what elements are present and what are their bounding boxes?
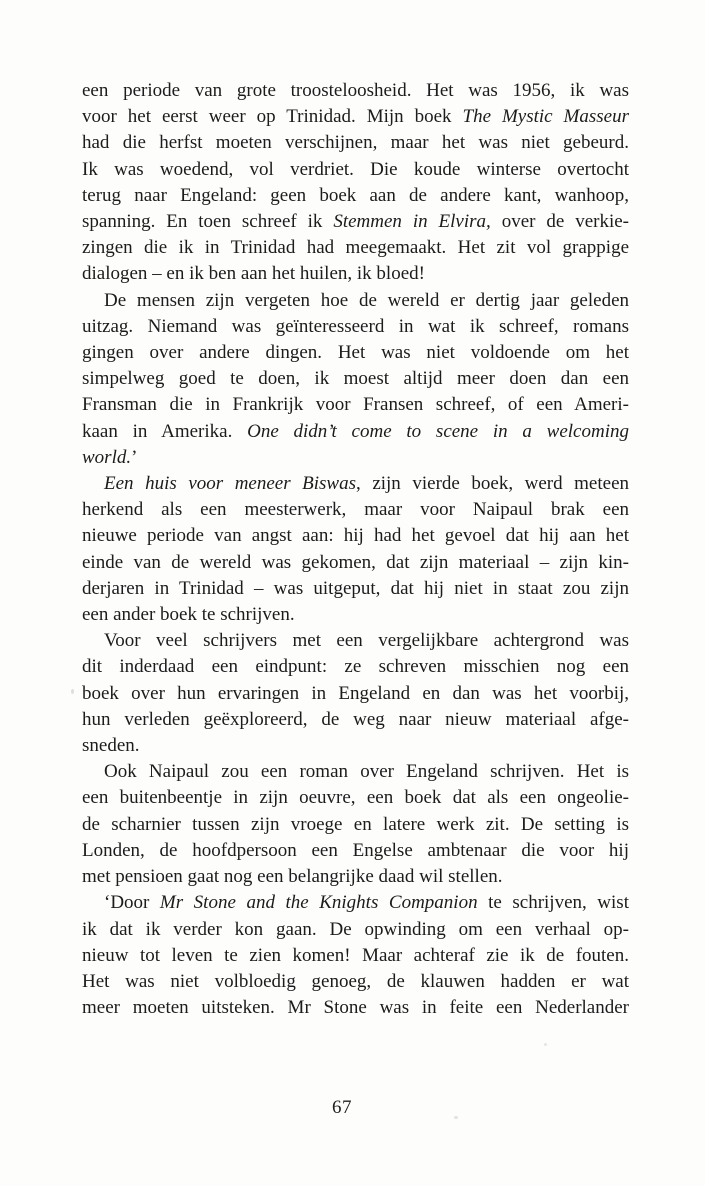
text-segment: Londen, de hoofdpersoon een Engelse ambtenaar die voor hij [82, 839, 629, 861]
text-line [82, 523, 629, 549]
text-line [82, 261, 629, 287]
text-line [82, 576, 629, 602]
text-segment: dialogen – en ik ben aan het huilen, ik bloed! [82, 263, 425, 285]
text-line [82, 78, 629, 104]
text-line [82, 209, 629, 235]
text-segment: met pensioen gaat nog een belangrijke daad wil stellen. [82, 866, 503, 888]
text-segment: boek over hun ervaringen in Engeland en dan was het voorbij, [82, 682, 629, 704]
text-line [82, 157, 629, 183]
text-line [82, 288, 629, 314]
text-segment: meer moeten uitsteken. Mr Stone was in feite een Nederlander [82, 997, 629, 1019]
text-line [82, 812, 629, 838]
text-segment: , zijn vierde boek, werd meteen [356, 473, 630, 495]
text-line [82, 917, 629, 943]
text-segment: zingen die ik in Trinidad had meegemaakt. Het zit vol grappige [82, 237, 629, 259]
body-text [82, 78, 629, 1021]
italic-text: One didn’t come to scene in a welcoming [247, 420, 629, 442]
text-line [82, 733, 629, 759]
text-segment: einde van de wereld was gekomen, dat zijn materiaal – zijn kin- [82, 551, 629, 573]
text-segment: herkend als een meesterwerk, maar voor Naipaul brak een [82, 499, 629, 521]
text-line [82, 183, 629, 209]
text-segment: hun verleden geëxploreerd, de weg naar nieuw materiaal afge- [82, 708, 629, 730]
text-segment: ’ [131, 446, 138, 468]
text-segment: ik dat ik verder kon gaan. De opwinding om een verhaal op- [82, 918, 629, 940]
text-segment: ‘Door [104, 892, 160, 914]
text-segment: spanning. En toen schreef ik [82, 211, 334, 233]
text-line [82, 130, 629, 156]
text-line [82, 969, 629, 995]
text-line [82, 943, 629, 969]
italic-text: The Mystic Masseur [462, 106, 629, 128]
text-line [82, 759, 629, 785]
text-segment: de scharnier tussen zijn vroege en latere werk zit. De setting is [82, 813, 629, 835]
text-segment: had die herfst moeten verschijnen, maar het was niet gebeurd. [82, 132, 629, 154]
scan-speck [454, 1116, 458, 1119]
text-line [82, 366, 629, 392]
italic-text: Een huis voor meneer Biswas [104, 473, 357, 495]
text-line [82, 340, 629, 366]
text-line [82, 628, 629, 654]
text-segment: nieuw tot leven te zien komen! Maar achteraf zie ik de fouten. [82, 944, 629, 966]
text-segment: te schrijven, wist [477, 892, 629, 914]
text-line [82, 890, 629, 916]
text-segment: uitzag. Niemand was geïnteresseerd in wat ik schreef, romans [82, 315, 629, 337]
text-line [82, 550, 629, 576]
text-line [82, 445, 629, 471]
text-line [82, 602, 629, 628]
text-segment: De mensen zijn vergeten hoe de wereld er dertig jaar geleden [104, 289, 629, 311]
text-segment: een buitenbeentje in zijn oeuvre, een boek dat als een ongeolie- [82, 787, 629, 809]
text-segment: dit inderdaad een eindpunt: ze schreven misschien nog een [82, 656, 629, 678]
text-segment: sneden. [82, 735, 140, 757]
text-line [82, 419, 629, 445]
text-segment: voor het eerst weer op Trinidad. Mijn boek [82, 106, 463, 128]
text-segment: nieuwe periode van angst aan: hij had het gevoel dat hij aan het [82, 525, 629, 547]
text-line [82, 681, 629, 707]
text-line [82, 471, 629, 497]
text-segment: derjaren in Trinidad – was uitgeput, dat hij niet in staat zou zijn [82, 577, 629, 599]
text-segment: Fransman die in Frankrijk voor Fransen schreef, of een Ameri- [82, 394, 629, 416]
scan-speck [544, 1043, 547, 1046]
text-line [82, 104, 629, 130]
italic-text: Mr Stone and the Knights Companion [159, 892, 478, 914]
text-segment: simpelweg goed te doen, ik moest altijd meer doen dan een [82, 368, 629, 390]
text-segment: gingen over andere dingen. Het was niet voldoende om het [82, 342, 629, 364]
text-line [82, 235, 629, 261]
text-line [82, 785, 629, 811]
text-segment: terug naar Engeland: geen boek aan de andere kant, wanhoop, [82, 184, 629, 206]
text-segment: een ander boek te schrijven. [82, 604, 295, 626]
text-segment: Ik was woedend, vol verdriet. Die koude winterse overtocht [82, 158, 629, 180]
text-line [82, 497, 629, 523]
text-segment: een periode van grote troosteloosheid. Het was 1956, ik was [82, 80, 629, 101]
text-line [82, 864, 629, 890]
text-line [82, 314, 629, 340]
text-line [82, 392, 629, 418]
italic-text: world. [82, 446, 132, 468]
italic-text: Stemmen in Elvira, [333, 211, 491, 233]
page-number: 67 [332, 1097, 352, 1118]
text-line [82, 654, 629, 680]
text-segment: Voor veel schrijvers met een vergelijkbare achtergrond was [104, 630, 629, 652]
text-segment: over de verkie- [490, 211, 629, 233]
text-line [82, 707, 629, 733]
text-line [82, 838, 629, 864]
text-segment: Ook Naipaul zou een roman over Engeland schrijven. Het is [104, 761, 629, 783]
text-line [82, 995, 629, 1021]
scan-speck [71, 689, 74, 694]
text-segment: Het was niet volbloedig genoeg, de klauwen hadden er wat [82, 970, 629, 992]
text-segment: kaan in Amerika. [82, 420, 248, 442]
